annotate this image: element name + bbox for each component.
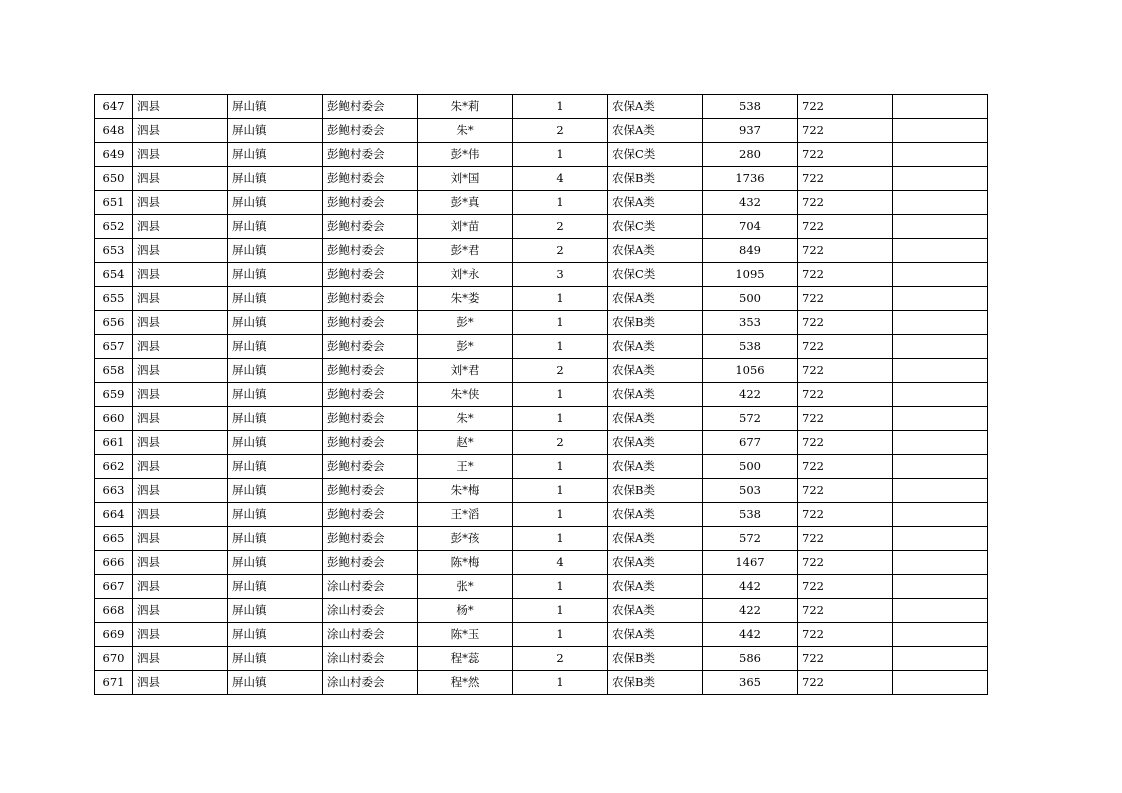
household-size-cell: 2 <box>513 647 608 671</box>
town-cell: 屏山镇 <box>228 287 323 311</box>
county-cell: 泗县 <box>133 263 228 287</box>
village-cell: 彭鲍村委会 <box>323 143 418 167</box>
table-row <box>95 263 988 287</box>
amount-cell: 500 <box>703 287 798 311</box>
row-number-cell: 658 <box>95 359 133 383</box>
amount-cell: 442 <box>703 575 798 599</box>
row-number-cell: 650 <box>95 167 133 191</box>
standard-cell: 722 <box>798 527 893 551</box>
village-cell: 彭鲍村委会 <box>323 95 418 119</box>
town-cell: 屏山镇 <box>228 575 323 599</box>
row-number-cell: 649 <box>95 143 133 167</box>
household-size-cell: 1 <box>513 479 608 503</box>
row-number-cell: 666 <box>95 551 133 575</box>
remark-cell <box>893 287 988 311</box>
remark-cell <box>893 455 988 479</box>
household-size-cell: 1 <box>513 575 608 599</box>
remark-cell <box>893 167 988 191</box>
amount-cell: 442 <box>703 623 798 647</box>
row-number-cell: 660 <box>95 407 133 431</box>
standard-cell: 722 <box>798 479 893 503</box>
town-cell: 屏山镇 <box>228 623 323 647</box>
category-cell: 农保A类 <box>608 287 703 311</box>
village-cell: 彭鲍村委会 <box>323 383 418 407</box>
amount-cell: 432 <box>703 191 798 215</box>
standard-cell: 722 <box>798 95 893 119</box>
county-cell: 泗县 <box>133 335 228 359</box>
county-cell: 泗县 <box>133 575 228 599</box>
table-row <box>95 599 988 623</box>
remark-cell <box>893 671 988 695</box>
table-row <box>95 239 988 263</box>
category-cell: 农保A类 <box>608 239 703 263</box>
amount-cell: 353 <box>703 311 798 335</box>
county-cell: 泗县 <box>133 479 228 503</box>
town-cell: 屏山镇 <box>228 383 323 407</box>
town-cell: 屏山镇 <box>228 239 323 263</box>
standard-cell: 722 <box>798 551 893 575</box>
table-row <box>95 503 988 527</box>
row-number-cell: 654 <box>95 263 133 287</box>
town-cell: 屏山镇 <box>228 143 323 167</box>
town-cell: 屏山镇 <box>228 551 323 575</box>
remark-cell <box>893 143 988 167</box>
standard-cell: 722 <box>798 623 893 647</box>
category-cell: 农保A类 <box>608 359 703 383</box>
category-cell: 农保A类 <box>608 191 703 215</box>
category-cell: 农保B类 <box>608 311 703 335</box>
remark-cell <box>893 191 988 215</box>
name-cell: 程*然 <box>418 671 513 695</box>
amount-cell: 422 <box>703 599 798 623</box>
county-cell: 泗县 <box>133 311 228 335</box>
county-cell: 泗县 <box>133 359 228 383</box>
town-cell: 屏山镇 <box>228 479 323 503</box>
row-number-cell: 653 <box>95 239 133 263</box>
village-cell: 彭鲍村委会 <box>323 455 418 479</box>
household-size-cell: 4 <box>513 551 608 575</box>
remark-cell <box>893 359 988 383</box>
row-number-cell: 670 <box>95 647 133 671</box>
county-cell: 泗县 <box>133 623 228 647</box>
remark-cell <box>893 551 988 575</box>
category-cell: 农保C类 <box>608 215 703 239</box>
table-row <box>95 479 988 503</box>
standard-cell: 722 <box>798 167 893 191</box>
county-cell: 泗县 <box>133 383 228 407</box>
category-cell: 农保C类 <box>608 143 703 167</box>
row-number-cell: 665 <box>95 527 133 551</box>
standard-cell: 722 <box>798 263 893 287</box>
household-size-cell: 1 <box>513 311 608 335</box>
village-cell: 彭鲍村委会 <box>323 479 418 503</box>
county-cell: 泗县 <box>133 119 228 143</box>
table-row <box>95 431 988 455</box>
table-row <box>95 575 988 599</box>
name-cell: 刘*君 <box>418 359 513 383</box>
table-row <box>95 191 988 215</box>
household-size-cell: 1 <box>513 143 608 167</box>
village-cell: 涂山村委会 <box>323 575 418 599</box>
village-cell: 彭鲍村委会 <box>323 191 418 215</box>
table-row <box>95 455 988 479</box>
row-number-cell: 648 <box>95 119 133 143</box>
standard-cell: 722 <box>798 383 893 407</box>
category-cell: 农保A类 <box>608 551 703 575</box>
village-cell: 彭鲍村委会 <box>323 335 418 359</box>
village-cell: 彭鲍村委会 <box>323 263 418 287</box>
table-row <box>95 215 988 239</box>
standard-cell: 722 <box>798 143 893 167</box>
name-cell: 朱* <box>418 119 513 143</box>
amount-cell: 572 <box>703 527 798 551</box>
amount-cell: 1095 <box>703 263 798 287</box>
remark-cell <box>893 479 988 503</box>
amount-cell: 677 <box>703 431 798 455</box>
household-size-cell: 2 <box>513 215 608 239</box>
name-cell: 陈*玉 <box>418 623 513 647</box>
standard-cell: 722 <box>798 119 893 143</box>
amount-cell: 538 <box>703 503 798 527</box>
village-cell: 涂山村委会 <box>323 623 418 647</box>
name-cell: 朱* <box>418 407 513 431</box>
village-cell: 彭鲍村委会 <box>323 239 418 263</box>
category-cell: 农保A类 <box>608 527 703 551</box>
name-cell: 朱*莉 <box>418 95 513 119</box>
row-number-cell: 655 <box>95 287 133 311</box>
row-number-cell: 664 <box>95 503 133 527</box>
village-cell: 彭鲍村委会 <box>323 527 418 551</box>
household-size-cell: 1 <box>513 335 608 359</box>
town-cell: 屏山镇 <box>228 95 323 119</box>
standard-cell: 722 <box>798 191 893 215</box>
town-cell: 屏山镇 <box>228 599 323 623</box>
amount-cell: 704 <box>703 215 798 239</box>
name-cell: 彭*君 <box>418 239 513 263</box>
standard-cell: 722 <box>798 455 893 479</box>
row-number-cell: 661 <box>95 431 133 455</box>
table-row <box>95 119 988 143</box>
table-row <box>95 647 988 671</box>
amount-cell: 503 <box>703 479 798 503</box>
county-cell: 泗县 <box>133 287 228 311</box>
row-number-cell: 663 <box>95 479 133 503</box>
town-cell: 屏山镇 <box>228 503 323 527</box>
name-cell: 彭* <box>418 335 513 359</box>
row-number-cell: 651 <box>95 191 133 215</box>
amount-cell: 538 <box>703 335 798 359</box>
amount-cell: 849 <box>703 239 798 263</box>
remark-cell <box>893 239 988 263</box>
category-cell: 农保A类 <box>608 407 703 431</box>
name-cell: 彭*孩 <box>418 527 513 551</box>
county-cell: 泗县 <box>133 647 228 671</box>
category-cell: 农保A类 <box>608 335 703 359</box>
town-cell: 屏山镇 <box>228 455 323 479</box>
county-cell: 泗县 <box>133 191 228 215</box>
county-cell: 泗县 <box>133 95 228 119</box>
name-cell: 杨* <box>418 599 513 623</box>
village-cell: 彭鲍村委会 <box>323 167 418 191</box>
village-cell: 涂山村委会 <box>323 671 418 695</box>
town-cell: 屏山镇 <box>228 671 323 695</box>
standard-cell: 722 <box>798 503 893 527</box>
row-number-cell: 662 <box>95 455 133 479</box>
amount-cell: 937 <box>703 119 798 143</box>
table-row <box>95 671 988 695</box>
name-cell: 陈*梅 <box>418 551 513 575</box>
county-cell: 泗县 <box>133 527 228 551</box>
category-cell: 农保B类 <box>608 167 703 191</box>
table-row <box>95 623 988 647</box>
town-cell: 屏山镇 <box>228 191 323 215</box>
household-size-cell: 2 <box>513 431 608 455</box>
name-cell: 朱*娄 <box>418 287 513 311</box>
remark-cell <box>893 95 988 119</box>
household-size-cell: 1 <box>513 671 608 695</box>
household-size-cell: 1 <box>513 527 608 551</box>
category-cell: 农保A类 <box>608 599 703 623</box>
town-cell: 屏山镇 <box>228 431 323 455</box>
town-cell: 屏山镇 <box>228 527 323 551</box>
household-size-cell: 1 <box>513 407 608 431</box>
household-size-cell: 2 <box>513 239 608 263</box>
standard-cell: 722 <box>798 311 893 335</box>
category-cell: 农保A类 <box>608 503 703 527</box>
amount-cell: 1467 <box>703 551 798 575</box>
category-cell: 农保A类 <box>608 119 703 143</box>
household-size-cell: 1 <box>513 287 608 311</box>
standard-cell: 722 <box>798 575 893 599</box>
name-cell: 彭*伟 <box>418 143 513 167</box>
county-cell: 泗县 <box>133 215 228 239</box>
village-cell: 涂山村委会 <box>323 599 418 623</box>
name-cell: 朱*梅 <box>418 479 513 503</box>
table-row <box>95 527 988 551</box>
table-row <box>95 551 988 575</box>
table-row <box>95 287 988 311</box>
amount-cell: 280 <box>703 143 798 167</box>
amount-cell: 586 <box>703 647 798 671</box>
name-cell: 刘*苗 <box>418 215 513 239</box>
town-cell: 屏山镇 <box>228 407 323 431</box>
household-size-cell: 4 <box>513 167 608 191</box>
table-row <box>95 311 988 335</box>
name-cell: 刘*永 <box>418 263 513 287</box>
category-cell: 农保B类 <box>608 479 703 503</box>
row-number-cell: 667 <box>95 575 133 599</box>
row-number-cell: 657 <box>95 335 133 359</box>
name-cell: 朱*侠 <box>418 383 513 407</box>
standard-cell: 722 <box>798 599 893 623</box>
row-number-cell: 671 <box>95 671 133 695</box>
county-cell: 泗县 <box>133 671 228 695</box>
remark-cell <box>893 647 988 671</box>
village-cell: 彭鲍村委会 <box>323 311 418 335</box>
amount-cell: 365 <box>703 671 798 695</box>
remark-cell <box>893 503 988 527</box>
row-number-cell: 652 <box>95 215 133 239</box>
standard-cell: 722 <box>798 431 893 455</box>
category-cell: 农保A类 <box>608 575 703 599</box>
county-cell: 泗县 <box>133 599 228 623</box>
name-cell: 王*滔 <box>418 503 513 527</box>
household-size-cell: 1 <box>513 191 608 215</box>
amount-cell: 500 <box>703 455 798 479</box>
town-cell: 屏山镇 <box>228 359 323 383</box>
row-number-cell: 669 <box>95 623 133 647</box>
category-cell: 农保B类 <box>608 647 703 671</box>
category-cell: 农保C类 <box>608 263 703 287</box>
amount-cell: 1056 <box>703 359 798 383</box>
table-row <box>95 383 988 407</box>
row-number-cell: 647 <box>95 95 133 119</box>
town-cell: 屏山镇 <box>228 335 323 359</box>
name-cell: 赵* <box>418 431 513 455</box>
household-size-cell: 2 <box>513 119 608 143</box>
remark-cell <box>893 407 988 431</box>
village-cell: 彭鲍村委会 <box>323 215 418 239</box>
household-size-cell: 2 <box>513 359 608 383</box>
town-cell: 屏山镇 <box>228 647 323 671</box>
row-number-cell: 656 <box>95 311 133 335</box>
household-size-cell: 1 <box>513 95 608 119</box>
remark-cell <box>893 335 988 359</box>
category-cell: 农保B类 <box>608 671 703 695</box>
name-cell: 王* <box>418 455 513 479</box>
county-cell: 泗县 <box>133 143 228 167</box>
remark-cell <box>893 119 988 143</box>
household-size-cell: 3 <box>513 263 608 287</box>
county-cell: 泗县 <box>133 503 228 527</box>
amount-cell: 538 <box>703 95 798 119</box>
name-cell: 程*蕊 <box>418 647 513 671</box>
county-cell: 泗县 <box>133 431 228 455</box>
village-cell: 彭鲍村委会 <box>323 503 418 527</box>
category-cell: 农保A类 <box>608 455 703 479</box>
village-cell: 彭鲍村委会 <box>323 407 418 431</box>
county-cell: 泗县 <box>133 551 228 575</box>
category-cell: 农保A类 <box>608 95 703 119</box>
household-size-cell: 1 <box>513 599 608 623</box>
name-cell: 刘*国 <box>418 167 513 191</box>
remark-cell <box>893 623 988 647</box>
standard-cell: 722 <box>798 335 893 359</box>
standard-cell: 722 <box>798 239 893 263</box>
standard-cell: 722 <box>798 215 893 239</box>
town-cell: 屏山镇 <box>228 119 323 143</box>
household-size-cell: 1 <box>513 383 608 407</box>
remark-cell <box>893 215 988 239</box>
remark-cell <box>893 575 988 599</box>
county-cell: 泗县 <box>133 455 228 479</box>
name-cell: 张* <box>418 575 513 599</box>
county-cell: 泗县 <box>133 407 228 431</box>
village-cell: 彭鲍村委会 <box>323 551 418 575</box>
table-row <box>95 143 988 167</box>
remark-cell <box>893 311 988 335</box>
village-cell: 涂山村委会 <box>323 647 418 671</box>
table-row <box>95 167 988 191</box>
category-cell: 农保A类 <box>608 383 703 407</box>
standard-cell: 722 <box>798 359 893 383</box>
amount-cell: 572 <box>703 407 798 431</box>
county-cell: 泗县 <box>133 239 228 263</box>
village-cell: 彭鲍村委会 <box>323 431 418 455</box>
household-size-cell: 1 <box>513 623 608 647</box>
remark-cell <box>893 431 988 455</box>
remark-cell <box>893 599 988 623</box>
town-cell: 屏山镇 <box>228 311 323 335</box>
table-row <box>95 407 988 431</box>
town-cell: 屏山镇 <box>228 215 323 239</box>
county-cell: 泗县 <box>133 167 228 191</box>
standard-cell: 722 <box>798 287 893 311</box>
row-number-cell: 668 <box>95 599 133 623</box>
village-cell: 彭鲍村委会 <box>323 119 418 143</box>
village-cell: 彭鲍村委会 <box>323 359 418 383</box>
town-cell: 屏山镇 <box>228 167 323 191</box>
remark-cell <box>893 527 988 551</box>
table-row <box>95 335 988 359</box>
table-row <box>95 359 988 383</box>
name-cell: 彭* <box>418 311 513 335</box>
category-cell: 农保A类 <box>608 431 703 455</box>
household-size-cell: 1 <box>513 455 608 479</box>
table-row <box>95 95 988 119</box>
category-cell: 农保A类 <box>608 623 703 647</box>
amount-cell: 1736 <box>703 167 798 191</box>
town-cell: 屏山镇 <box>228 263 323 287</box>
standard-cell: 722 <box>798 671 893 695</box>
row-number-cell: 659 <box>95 383 133 407</box>
remark-cell <box>893 263 988 287</box>
name-cell: 彭*真 <box>418 191 513 215</box>
data-table <box>94 94 988 695</box>
remark-cell <box>893 383 988 407</box>
standard-cell: 722 <box>798 407 893 431</box>
standard-cell: 722 <box>798 647 893 671</box>
amount-cell: 422 <box>703 383 798 407</box>
village-cell: 彭鲍村委会 <box>323 287 418 311</box>
household-size-cell: 1 <box>513 503 608 527</box>
